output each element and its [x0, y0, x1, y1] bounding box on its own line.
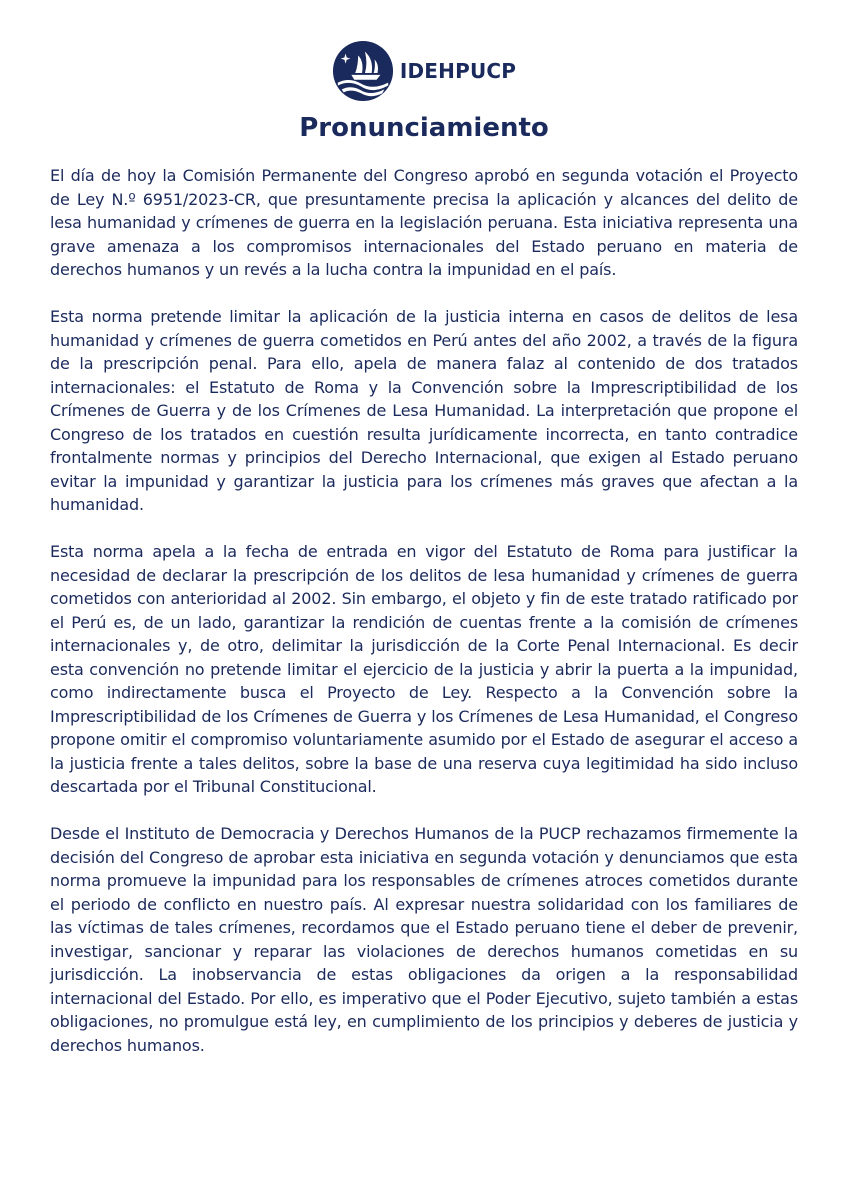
paragraph-1: El día de hoy la Comisión Permanente del Congreso aprobó en segunda votación el Proyecto de Ley N.º 6951/2023-CR, que presuntamente precisa la aplicación y alcances del delito de lesa humanidad y crímenes de guerra en la legislación peruana. Esta iniciativa representa una grave amenaza a los compromisos internacionales del Estado peruano en materia de derechos humanos y un revés a la lucha contra la impunidad en el país.	[50, 166, 798, 279]
header	[0, 40, 848, 102]
paragraph-3: Esta norma apela a la fecha de entrada en vigor del Estatuto de Roma para justificar la necesidad de declarar la prescripción de los delitos de lesa humanidad y crímenes de guerra cometidos con anterioridad al 2002. Sin embargo, el objeto y fin de este tratado ratificado por el Perú es, de un lado, garantizar la rendición de cuentas frente a la comisión de crímenes internacionales y, de otro, delimitar la jurisdicción de la Corte Penal Internacional. Es decir esta convención no pretende limitar el ejercicio de la justicia y abrir la puerta a la impunidad, como indirectamente busca el Proyecto de Ley. Respecto a la Convención sobre la Imprescriptibilidad de los Crímenes de Guerra y los Crímenes de Lesa Humanidad, el Congreso propone omitir el compromiso voluntariamente asumido por el Estado de asegurar el acceso a la justicia frente a tales delitos, sobre la base de una reserva cuya legitimidad ha sido incluso descartada por el Tribunal Constitucional.	[50, 542, 798, 796]
paragraph-2: Esta norma pretende limitar la aplicación de la justicia interna en casos de delitos de lesa humanidad y crímenes de guerra cometidos en Perú antes del año 2002, a través de la figura de la prescripción penal. Para ello, apela de manera falaz al contenido de dos tratados internacionales: el Estatuto de Roma y la Convención sobre la Imprescriptibilidad de los Crímenes de Guerra y de los Crímenes de Lesa Humanidad. La interpretación que propone el Congreso de los tratados en cuestión resulta jurídicamente incorrecta, en tanto contradice frontalmente normas y principios del Derecho Internacional, que exigen al Estado peruano evitar la impunidad y garantizar la justicia para los crímenes más graves que afectan a la humanidad.	[50, 307, 798, 514]
logo-text: IDEHPUCP	[399, 59, 517, 83]
page-title: Pronunciamiento	[299, 113, 549, 143]
document-body	[50, 164, 798, 1081]
logo	[332, 40, 516, 102]
ship-logo-icon	[332, 40, 394, 102]
paragraph-4: Desde el Instituto de Democracia y Derechos Humanos de la PUCP rechazamos firmemente la decisión del Congreso de aprobar esta iniciativa en segunda votación y denunciamos que esta norma promueve la impunidad para los responsables de crímenes atroces cometidos durante el periodo de conflicto en nuestro país. Al expresar nuestra solidaridad con los familiares de las víctimas de tales crímenes, recordamos que el Estado peruano tiene el deber de prevenir, investigar, sancionar y reparar las violaciones de derechos humanos cometidas en su jurisdicción. La inobservancia de estas obligaciones da origen a la responsabilidad internacional del Estado. Por ello, es imperativo que el Poder Ejecutivo, sujeto también a estas obligaciones, no promulgue está ley, en cumplimiento de los principios y deberes de justicia y derechos humanos.	[50, 824, 798, 1055]
